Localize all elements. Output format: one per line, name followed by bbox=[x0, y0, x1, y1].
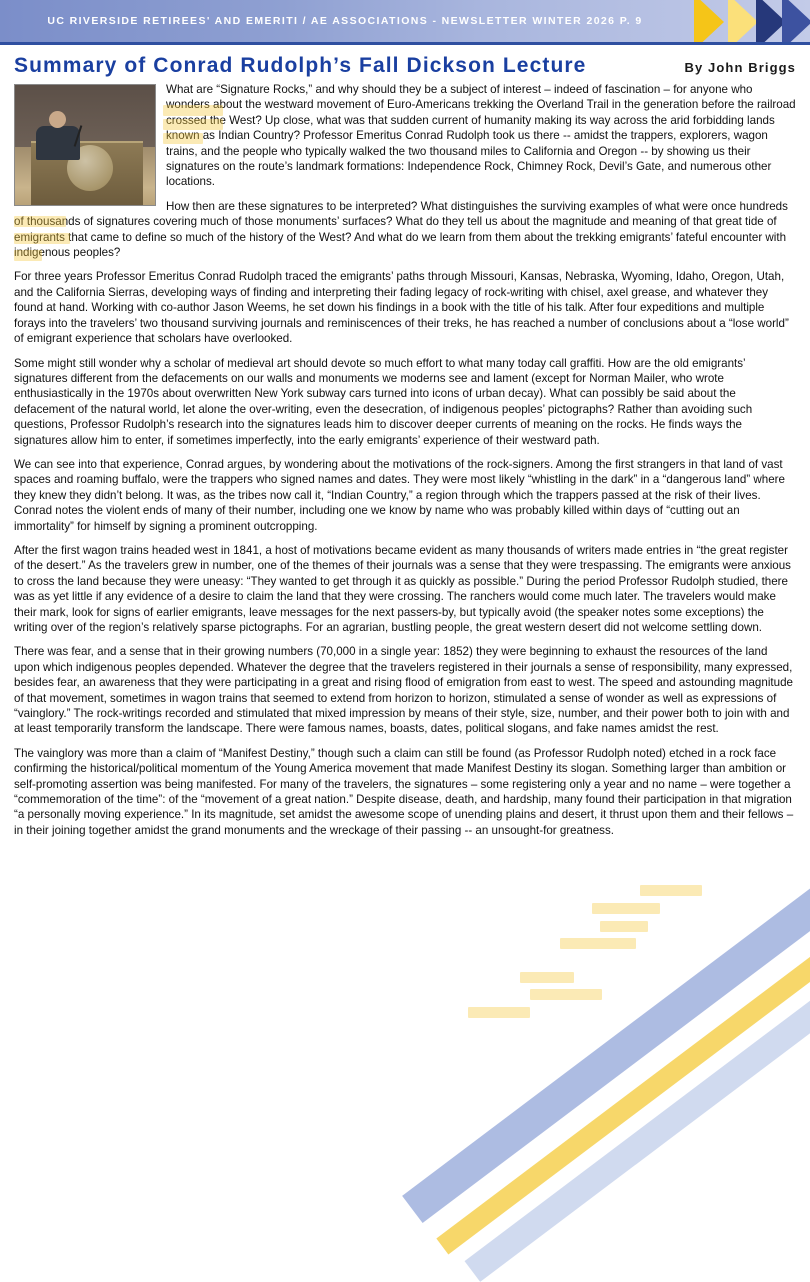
chevron-right-icon bbox=[694, 0, 724, 42]
highlight-mark bbox=[468, 1007, 530, 1018]
chevron-right-icon bbox=[782, 0, 810, 42]
paragraph: Some might still wonder why a scholar of medieval art should devote so much effort to what many today call graffiti. How are the old emigrants’ signatures different from the defacements on our walls and monuments we moderns see and lament (except for Norman Mailer, who wrote enthusiastically in the 1970s about overwritten New York subway cars turned into icons of urban decay). What can possibly be said about the defacement of the natural world, let alone the over-writing, even the desecration, of indigenous peoples’ pictographs? Rather than avoiding such questions, Professor Rudolph’s research into the signatures leads him to discover deeper currents of meaning on the rocks. He finds ways the signatures allow him to enter, if sometimes imperfectly, into the early emigrants’ experience of their westward path. bbox=[14, 356, 753, 447]
highlight-mark bbox=[640, 885, 702, 896]
ribbon-blue bbox=[402, 883, 810, 1223]
page-title: Summary of Conrad Rudolph’s Fall Dickson Lecture bbox=[14, 54, 587, 77]
article-header bbox=[0, 45, 810, 82]
article-body bbox=[0, 82, 810, 838]
banner-title: UC RIVERSIDE RETIREES' AND EMERITI / AE ASSOCIATIONS - NEWSLETTER WINTER 2026 P. 9 bbox=[47, 15, 643, 27]
paragraph: After the first wagon trains headed west in 1841, a host of motivations became evident as many thousands of writers made entries in “the great register of the desert.” As the travelers grew in number, one of the themes of their journals was a sense that they were trespassing. The emigrants were anxious to cross the land because they were uneasy: “They wanted to get through it as quickly as possible.” During the period Professor Rudolph studied, there was as yet little if any evidence of a desire to claim the land that they were crossing. The ranchers would come much later. The travelers would make their mark, look for signs of earlier emigrants, leave messages for the next passers-by, but typically avoid (the speaker notes some exceptions) the writing over of the region’s relatively sparse pictographs. For an agrarian, bustling people, the great western desert did not welcome settling down. bbox=[14, 543, 791, 634]
paragraph: There was fear, and a sense that in their growing numbers (70,000 in a single year: 1852) they were beginning to exhaust the resources of the land upon which indigenous peoples depended. Whatever the degree that the travelers registered in their journals a sense of responsibility, many expressed, besides fear, an awareness that they were participating in a great and rising flood of emigration from east to west. The speed and astounding magnitude of that movement, sometimes in wagon trains that seemed to extend from horizon to horizon, stimulated a sense of wonder as well as expressions of “vainglory.” The rock-writings recorded and stimulated that mixed impression by means of their style, size, number, and their power both to join with and at least temporarily transform the landscape. There were famous names, boasts, dates, political slogans, and fake names amidst the rest. bbox=[14, 645, 793, 736]
chevron-right-icon bbox=[728, 0, 758, 42]
ribbon-yellow bbox=[436, 926, 810, 1255]
newsletter-banner bbox=[0, 0, 810, 42]
highlight-mark bbox=[530, 989, 602, 1000]
paragraph: How then are these signatures to be interpreted? What distinguishes the surviving examples of what were once hundreds of thousands of signatures covering much of those monuments’ surfaces? What do they tell us about the magnitude and meaning of that great tide of emigrants that came to define so much of the history of the West? And what do we learn from them about the trekking emigrants’ fateful encounter with indigenous peoples? bbox=[14, 199, 788, 260]
article-byline: By John Briggs bbox=[684, 60, 796, 75]
paragraph: The vainglory was more than a claim of “Manifest Destiny,” though such a claim can still be found (as Professor Rudolph noted) etched in a rock face confirming the historical/political momentum of the Young America movement that made Manifest Destiny its slogan. Something larger than ambition or self-promoting assertion was being manifested. For many of the travelers, the signatures – some registering only a year and no name – were together a “commemoration of the time”: of the “movement of a great nation.” Despite disease, death, and hardship, many found their participation in that migration “a personally moving experience.” In its magnitude, set amidst the awesome scope of unending plains and desert, it thrust upon them and their fellows – in their joining together amidst the grand monuments and the wreckage of their passing -- an unsought-for greatness. bbox=[14, 746, 794, 837]
speaker-head-shape bbox=[49, 111, 66, 128]
lecture-photo bbox=[14, 84, 156, 206]
paragraph: We can see into that experience, Conrad argues, by wondering about the motivations of the rock-signers. Among the first strangers in that land of vast spaces and roaming buffalo, were the trappers who signed names and dates. They were most likely “whistling in the dark” in a “dangerous land” where they knew they didn’t belong. It was, as the tribes now call it, “Indian Country,” a region through which the trappers passed at the risk of their lives. Conrad notes the violent ends of many of their number, including one we know by name who was probably killed within days of “cutting out an immortality” for himself by signing a prominent outcropping. bbox=[14, 457, 785, 533]
highlight-mark bbox=[600, 921, 648, 932]
paragraph: What are “Signature Rocks,” and why should they be a subject of interest – indeed of fascination – for anyone who wonders about the westward movement of Euro-Americans trekking the Overland Trail in the generation before the railroad crossed the West? Up close, what was that sudden current of humanity making its way across the arid forbidding lands known as Indian Country? Professor Emeritus Conrad Rudolph took us there -- amidst the trappers, explorers, wagon trains, and the people who typically walked the two thousand miles to California and Oregon -- by showing us their signatures on the route’s landmark formations: Independence Rock, Chimney Rock, Devil’s Gate, and numerous other locations. bbox=[166, 83, 796, 189]
highlight-mark bbox=[592, 903, 660, 914]
paragraph: For three years Professor Emeritus Conrad Rudolph traced the emigrants’ paths through Missouri, Kansas, Nebraska, Wyoming, Idaho, Oregon, Utah, and the California Sierras, developing ways of finding and interpreting their fading legacy of rock-writing with chisel, axel grease, and whatever they found at hand. Working with co-author Jason Weems, he set down his findings in a book with the title of his talk. After four expeditions and multiple forays into the travelers’ two thousand surviving journals and reminiscences of their treks, he has reached a number of conclusions about a “lose world” of emigrant experience that scholars have overlooked. bbox=[14, 270, 789, 346]
ribbon-light-blue bbox=[465, 948, 810, 1282]
highlight-mark bbox=[520, 972, 574, 983]
highlight-mark bbox=[560, 938, 636, 949]
